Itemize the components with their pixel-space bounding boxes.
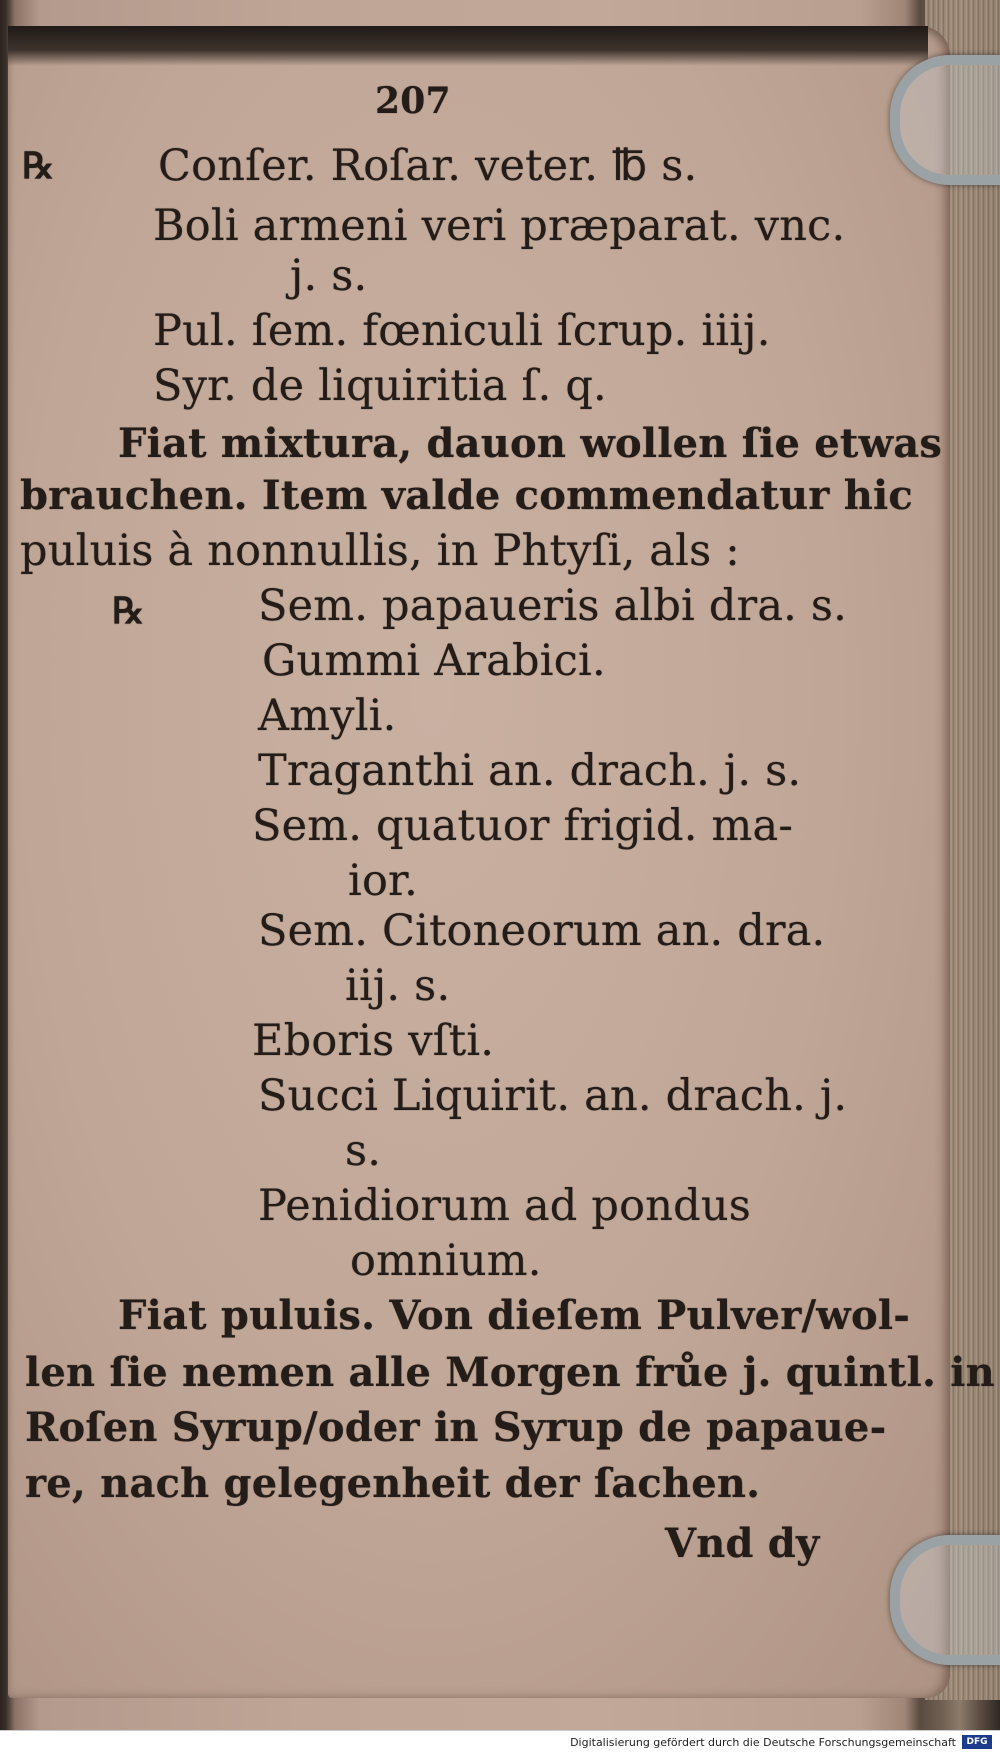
recipe-symbol: ℞ — [112, 590, 145, 632]
text-line-9: Sem. papaueris albi dra. s. — [258, 581, 848, 631]
text-line-25: re, nach gelegenheit der ſachen. — [25, 1460, 761, 1507]
text-line-4: Pul. ſem. fœniculi ſcrup. iiij. — [153, 306, 771, 356]
text-line-14: ior. — [348, 856, 418, 906]
recipe-symbol: ℞ — [22, 145, 55, 187]
text-line-10: Gummi Arabici. — [262, 636, 606, 686]
text-line-17: Eboris vſti. — [252, 1016, 495, 1066]
page-clip-top — [890, 55, 1000, 185]
text-line-2: Boli armeni veri præparat. vnc. — [153, 201, 846, 251]
page-number: 207 — [375, 80, 451, 122]
page-clip-bottom — [890, 1535, 1000, 1665]
footer-credit: Digitalisierung gefördert durch die Deutsche Forschungsgemeinschaft — [570, 1736, 956, 1749]
text-line-3: j. s. — [290, 251, 368, 301]
page-top-shadow — [8, 26, 928, 66]
text-line-8: puluis à nonnullis, in Phtyſi, als : — [20, 526, 740, 576]
text-line-21: omnium. — [350, 1236, 542, 1286]
text-line-12: Traganthi an. drach. j. s. — [258, 746, 802, 796]
text-line-15: Sem. Citoneorum an. dra. — [258, 906, 826, 956]
text-line-7: brauchen. Item valde commendatur hic — [20, 472, 913, 519]
dfg-logo: DFG — [962, 1735, 992, 1749]
text-line-18: Succi Liquirit. an. drach. j. — [258, 1071, 848, 1121]
text-line-1: Conſer. Roſar. veter. ℔ s. — [158, 141, 698, 191]
text-line-5: Syr. de liquiritia ſ. q. — [153, 361, 607, 411]
text-line-20: Penidiorum ad pondus — [258, 1181, 751, 1231]
text-line-19: s. — [345, 1126, 382, 1176]
text-line-11: Amyli. — [258, 691, 397, 741]
text-line-13: Sem. quatuor frigid. ma- — [252, 801, 794, 851]
text-line-23: len ſie nemen alle Morgen frůe j. quintl. in — [25, 1349, 995, 1396]
catchword: Vnd dy — [665, 1520, 820, 1567]
text-line-6: Fiat mixtura, dauon wollen ſie etwas — [118, 420, 943, 467]
text-line-22: Fiat puluis. Von dieſem Pulver/wol- — [118, 1292, 911, 1339]
text-line-24: Roſen Syrup/oder in Syrup de papaue- — [25, 1404, 887, 1451]
text-line-16: iij. s. — [345, 961, 451, 1011]
